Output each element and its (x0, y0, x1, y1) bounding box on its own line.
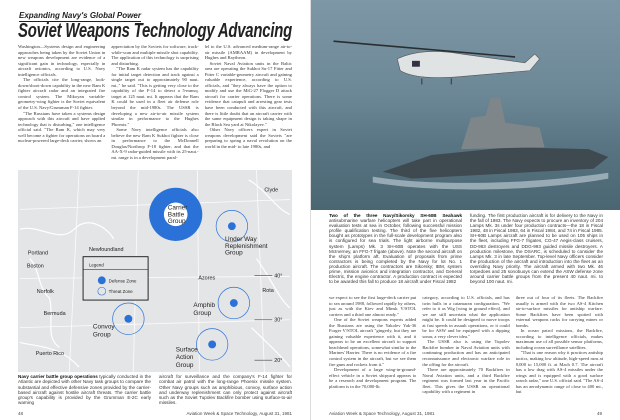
paragraph: Washington—Systems design and engineering approaches being taken by the Soviet Union in new weapons development are evidence of a significant gain in technology, especially in aircraft avionics, according to U.S. Navy intelligence officials. (18, 44, 106, 77)
convoy-label-2: Group (92, 331, 111, 339)
place-label: Azores (198, 275, 216, 282)
latitude-label: 40° (274, 273, 283, 280)
paragraph: we expect to see the first large-deck carrier put to sea around 1988, followed rapidly by others, just as with the Kiev and Minsk V/STOL carriers and a third one almost ready." (329, 295, 417, 317)
defense-zone-swatch (98, 276, 106, 284)
paragraph: There are approximately 70 Backfires in Naval Aviation units, and a third Backfire regiment was formed last year in the Pacific fleet. This gives the USSR an operational capability with a regiment in (422, 367, 510, 395)
surface-label-2: Action (175, 354, 194, 362)
carrier-battle-group (149, 188, 202, 241)
paragraph: category, according to U.S. officials, and has twin hulls in a catamaran configuration. "We refer to it as Wig [wing in ground effect], and we are still uncertain what the application might be. It could be designed to move troops at fast speeds in assault operations, or it could be for ASW and be equipped with a dipping sonar, a very clever idea." (422, 295, 510, 339)
convoy-group (93, 303, 144, 339)
legend-defense: Defense Zone (108, 278, 137, 284)
underway-label-1: Under Way (224, 235, 257, 243)
surface-label-1: Surface (175, 346, 198, 354)
defense-zone (208, 340, 216, 348)
latitude-label: 20° (274, 358, 283, 365)
paragraph: Development of a large wing-in-ground-effect vehicle in a Soviet shipyard appears to be a research and development program. The platform is in the 70,000-lb. (329, 367, 417, 389)
caption-column (470, 213, 603, 284)
convoy-label-1: Convoy (92, 323, 115, 331)
place-label: Boston (26, 263, 44, 270)
article-title: Soviet Weapons Technology Advancing (18, 19, 292, 42)
paragraph: Soviet Naval Aviation units in the Baltic area are operating the Sukhoi Su-17 Fitter and Fitter C variable-geometry aircraft and gaining valuable experience, according to U.S. officials, and "they always have the option to modify and use the MiG-27 Flogger D attack aircraft for carrier operations. There is some evidence that catapult and arresting gear tests have been conducted with this aircraft, and there is little doubt that an aircraft carrier with the same equipment design is taking shape in the Black Sea yard at Nikolayev." (204, 60, 292, 127)
caption-text: typically conducted in the Atlantic are depicted with other Navy task groups to compare the substantial and effective defensive zones provided by the carrier-based aircraft against hostile aircraft threats. The carrier battle group's capability is provided by the Grumman E-2C early warning (18, 374, 151, 406)
frigate-hull (383, 147, 609, 178)
place-label: Bermuda (43, 310, 66, 317)
amphib-label-1: Amphib (193, 301, 216, 309)
defense-zone (228, 222, 236, 230)
paragraph: One of the Soviet weapons experts added the Russians are using the Yakolev Yak-36 Forger V/STOL aircraft "gingerly, but they are gaining valuable experience with it, and it appears to be an excellent aircraft to support beachhead operations, somewhat similar to the Marines' Harrier. There is no evidence of a fire control system in the aircraft, but we see them fire guns and rockets from it." (329, 317, 417, 367)
underway-label-3: Group (224, 249, 243, 257)
helicopter (334, 41, 540, 84)
place-label: Puerto Rico (35, 351, 65, 358)
article-body (18, 44, 292, 168)
paragraph: Other Navy officers expert in Soviet weapons development said the Soviets "are preparing to spring a naval revolution on the world in the mid- to late 1980s, and (204, 127, 292, 149)
paragraph: Some Navy intelligence officials also believe the new Ram K Sukhoi fighter is close in performance to the McDonnell Douglas/Northrop F-18 fighter, and that the AA-X-9 radar-guided missile with its 25-naut.-mi. range is in a development paral- (111, 127, 199, 160)
map-legend (83, 257, 148, 300)
caption-lead: Navy carrier battle group operations (18, 374, 98, 379)
underway-group (216, 210, 268, 256)
paragraph: The USSR also is using the Tupolev Backfire bomber in Naval Aviation units with continuing production and has an anticipated reconnaissance and electronic warfare role in the offing for the aircraft. (422, 339, 510, 367)
place-label: Newfoundland (88, 246, 124, 253)
paragraph: "The Russians have taken a systems design approach with this aircraft and have applied technology that is disturbing," one intelligence official said. "The Ram K, which may very well become a fighter for operations on board a nuclear-powered large-deck carrier, shows an (18, 110, 106, 144)
map-caption (18, 374, 292, 406)
place-label: Norfolk (36, 289, 54, 296)
caption-text: funding. The first production aircraft is for delivery to the Navy in the fall of 1983. The Navy expects to procure an inventory of 204 Lamps Mk. 3s under four production contracts—the 18 in Fiscal 1982, 48 in Fiscal 1983, 64 in Fiscal 1984, and 74 in Fiscal 1985. SH-60B Lamps aircraft are planned to be used on 105 ships in the fleet, including FFG-7 frigates, CG-47 Aegis-class cruisers, DD-963 destroyers and DDG-993 guided missile destroyers. A production milestone, the DSARC, is scheduled to consider the Lamps Mk. 3 in late September. Top-level Navy officers consider the production of the aircraft and introduction into the fleet as an overriding Navy priority. The aircraft armed with two Mk. 46 torpedoes and 25 sonobuoys can extend the ASW defense zone around carrier battle groups from the present 40 naut. mi. to beyond 100 naut. mi. (470, 213, 603, 285)
photo-caption (329, 213, 603, 284)
paragraph: "That is one reason why it practices antiship tactics, making low altitude, high-speed runs at 8,000 to 15,000 ft. at Mach 0.7. The aircraft has a low drag with AS-4 missiles under the wings and is equipped with a good surface search radar," one U.S. official said. "The AS-4 has an aerodynamic range of close to 400 mi., but (515, 350, 603, 395)
ship-superstructure (461, 98, 544, 149)
latitude-label: 30° (274, 317, 283, 324)
page-footer: Aviation Week & Space Technology, August 31, 1981 (329, 411, 435, 416)
caption-text: antisubmarine warfare helicopters will take part in operational evaluation tests at sea in October, following successful mission profile qualification testing. The third of the five helicopters bought as prototypes in the full-scale development program also is configured for sea trials. The light airborne multipurpose system (Lamps) Mk. 3 SH-60B operates with the USS McInerney, an FFG-7 frigate (above). Note the second aircraft on the ship's platform aft. Evaluation of proposals from prime contractors is being completed by the Navy for lot No. 1 production aircraft. The contractors are Sikorsky; IBM, system prime, mission avionics and integration contractor, and General Electric, the engine contractor. A production contract is expected to be awarded this fall to produce 18 aircraft under Fiscal 1982 (329, 218, 462, 285)
article-body-continued (329, 295, 603, 407)
legend-title: Legend (88, 262, 104, 268)
paragraph: In ocean patrol missions, the Backfire, according to intelligence officials, makes maximum use of all possible sensor platforms, including ocean surveillance satellites. (515, 328, 603, 350)
surface-label-3: Group (175, 362, 194, 370)
text-column (422, 295, 509, 407)
place-label: Rota (262, 288, 274, 295)
page-footer: Aviation Week & Space Technology, August 31, 1981 (186, 411, 292, 416)
paragraph: "The Ram K radar system has the capability for initial target detection and track against a single target out to approximately 90 naut. mi.," he said. "This is getting very close to the capability of the F-14 to detect a 5-mmsq. target at 125 naut. mi. It appears that the Ram K could be used in a fleet air defense role beyond the mid-1980s. The USSR is developing a new air-to-air missile system similar in performance to the Hughes Phoenix." (111, 66, 199, 127)
carrier-label-1: Carrier (167, 204, 188, 212)
text-column (516, 295, 603, 407)
place-label: Clyde (264, 187, 279, 194)
paragraph: appreciation by the Soviets for software, track-while-scan and multiple missile shot capability. The application of this technology is surprising and disturbing. (111, 44, 199, 66)
carrier-label-2: Battle (167, 211, 185, 219)
place-label: Portland (27, 250, 49, 257)
caption-column (18, 374, 151, 406)
amphib-group (193, 287, 249, 319)
page-number: 49 (596, 411, 602, 416)
caption-text: aircraft for surveillance and the company's F-14 fighter for combat air patrol with the long-range Phoenix missile system. Other Navy groups such as amphibious, convoy, surface action and underway replenishment can only protect against aircraft such as the Soviet Tupolev Backfire bomber using surface-to-air missiles. (159, 374, 292, 406)
paragraph: three out of four of its fleets. The Backfire usually is armed with the two AS-4 Kitchen air-to-surface missiles for antiship warfare. Some Backfires have been spotted with external weapons racks for carrying mines or bombs. (515, 295, 603, 328)
latitude-markers (255, 273, 283, 364)
defense-zone (230, 299, 238, 307)
page-number: 48 (18, 411, 24, 416)
atlantic-map (18, 170, 292, 372)
text-column (205, 44, 292, 168)
carrier-label-3: Group (167, 218, 186, 226)
legend-threat: Threat Zone (108, 289, 133, 295)
section-kicker: Expanding Navy's Global Power (19, 11, 141, 20)
paragraph: lel to the U.S. advanced medium-range air-to-air missile (AMRAAM) in development by Hughes and Raytheon. (204, 44, 292, 61)
paragraph: The officials cite the long-range, look-down/shoot-down capability in the new Ram K fighter aircraft radar and an integrated fire control system. The Mikoyan variable-geometry-wing fighter is the Soviet equivalent of the U.S. Navy/Grumman F-14 fighter. (18, 77, 106, 111)
text-column (111, 44, 198, 168)
caption-column (329, 213, 462, 284)
helicopter-ship-photo (311, 0, 620, 210)
text-column (18, 44, 105, 168)
surface-action-group (176, 329, 228, 369)
caption-column (159, 374, 292, 406)
text-column (329, 295, 416, 407)
defense-zone (124, 315, 132, 323)
right-page (310, 0, 620, 420)
amphib-label-2: Group (193, 309, 212, 317)
caption-lead: Two of the three Navy/Sikorsky SH-60B Seahawk (329, 213, 462, 218)
underway-label-2: Replenishment (224, 242, 268, 250)
